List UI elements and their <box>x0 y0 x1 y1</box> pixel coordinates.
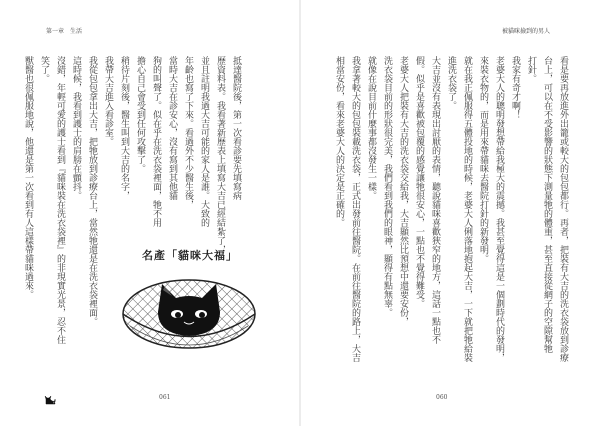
text-column: 洗衣袋目前的形狀很完美，我們看到我們的眼神，顯得有點無辜。 <box>382 56 392 317</box>
text-column: 進洗衣袋了。 <box>446 56 456 110</box>
text-column: 假。似乎是喜歡被包覆的感覺讓牠很安心，一點也不覺得難受。 <box>414 56 424 308</box>
text-column: 抵達醫院後，第一次看診要先填寫病 <box>231 56 241 200</box>
text-column: 大吉並沒有表現出討厭的表情，聽說貓咪喜歡狹窄的地方，這話一點也不 <box>430 56 440 344</box>
text-column: 年齡也寫了下來。看過外不少醫生後， <box>183 56 193 209</box>
text-column: 我家有奇才啊！ <box>510 56 520 119</box>
text-column: 我帶大吉進入看診室。 <box>103 56 113 146</box>
book-title-header: 被貓咪撿到的男人 <box>502 28 551 35</box>
text-column: 台上，可以在不受影響的狀態下測量牠的體重，甚至直接從網子的空隙幫牠 <box>542 56 552 353</box>
text-column: 老婆大人的聰明發想帶給我極大的震撼。我甚至覺得這是一個劃時代的發明， <box>494 56 504 362</box>
text-column: 獸醫也很佩服地說，他還是第一次看到有人這樣帶貓咪過來。 <box>23 56 33 299</box>
text-column: 這時候，我看到護士的肩膀在顫抖。 <box>71 56 81 200</box>
text-column: 並且註明我過大吉可能的家人是誰。大致的 <box>199 56 209 227</box>
page-number-right: 060 <box>436 394 448 401</box>
text-column: 笑了。 <box>39 56 49 83</box>
text-column: 當時大吉在診安心，沒有寫到其他貓 <box>167 56 177 200</box>
text-column: 老婆大人把裝有大吉的洗衣袋交給我，大吉顯然比預想中還要安份， <box>398 56 408 326</box>
book-gutter <box>299 0 301 426</box>
text-column: 我從包包拿出大吉，把牠放到診療台上，當然牠還是在洗衣袋裡面。 <box>87 56 97 326</box>
text-column: 打針。 <box>526 56 536 83</box>
text-column: 狗的叫聲了。似在乎在洗衣袋裡面，牠不用 <box>151 56 161 227</box>
text-column: 沒錯，年輕可愛的護士看到『貓咪裝在洗衣袋裡』的非現實光景，忍不住 <box>55 56 65 344</box>
text-column: 擔心自己會受到任何攻擊了。 <box>135 56 145 173</box>
text-column: 相當安份，看來老婆大人的決定是正確的。 <box>334 56 344 227</box>
text-column: 歷資料表。我看著新歷表上填寫大吉已經結紮了， <box>215 56 225 254</box>
text-column: 就在我正佩服得五體投地的時候，老婆大人俐落地抱起大吉，一下就把牠給裝 <box>462 56 472 362</box>
cat-in-laundry-bag-illustration <box>118 264 260 354</box>
text-column: 看是要再放進外出籠或較大的包包都行。再者，把裝有大吉的洗衣袋放到診療 <box>558 56 568 362</box>
text-column: 來裝衣物的，而是用來帶貓咪去醫院打針的新發明。 <box>478 56 488 263</box>
text-column: 我拿著較大的包包裝載洗衣袋，正式出發前往醫院。在前往醫院的路上，大吉 <box>350 56 360 362</box>
text-column: 稍待片刻後，醫生叫到大吉的名字， <box>119 56 129 200</box>
chapter-header: 第一章 生活 <box>46 28 83 35</box>
cat-silhouette-icon <box>44 393 56 405</box>
text-column: 就像在說目前什麼事都沒發生一樣。 <box>366 56 376 200</box>
illustration-caption: 名產「貓咪大福」 <box>142 249 238 262</box>
page-number-left: 061 <box>159 394 171 401</box>
